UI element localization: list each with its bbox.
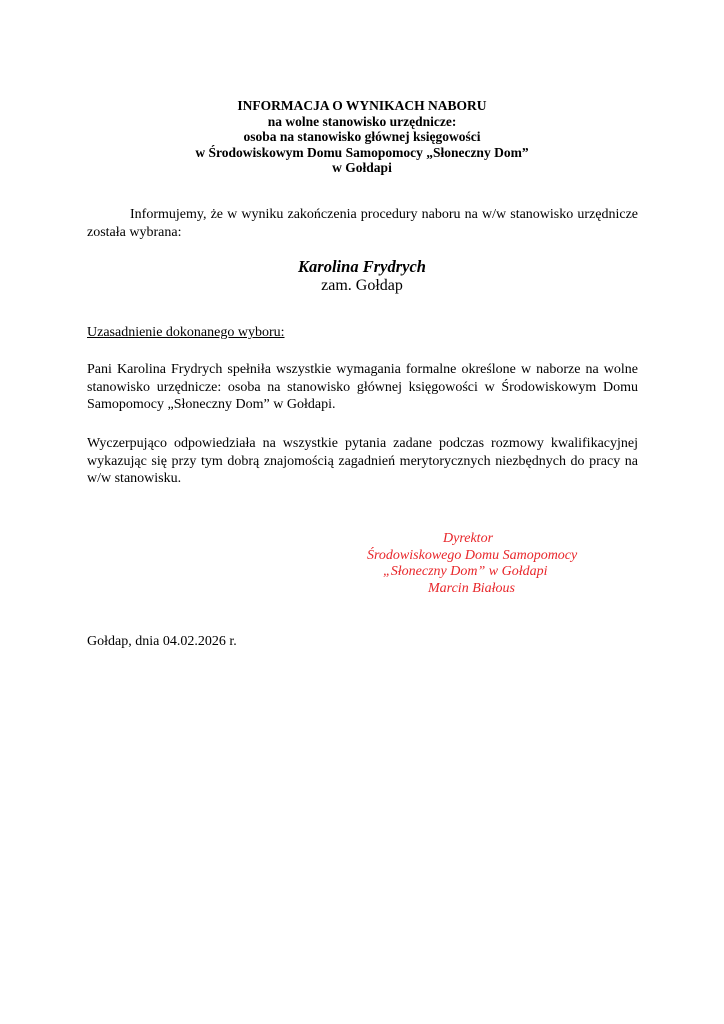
place-and-date: Gołdap, dnia 04.02.2026 r.: [87, 634, 237, 649]
signature-name: Marcin Białous: [428, 580, 515, 596]
justification-paragraph-2: Wyczerpująco odpowiedziała na wszystkie pytania zadane podczas rozmowy kwalifikacyjnej wykazując się przy tym dobrą znajomością zagadnień merytorycznych niezbędnych do pracy na w/w stanowisku.: [87, 436, 638, 486]
document-heading: [0, 98, 724, 176]
signature-title: Dyrektor: [443, 531, 494, 546]
heading-title: INFORMACJA O WYNIKACH NABORU: [237, 98, 487, 113]
justification-heading: Uzasadnienie dokonanego wyboru:: [87, 325, 285, 340]
heading-subtitle-town: w Gołdapi: [332, 160, 392, 175]
director-signature: [360, 531, 595, 597]
heading-subtitle-institution: w Środowiskowym Domu Samopomocy „Słoneczny Dom”: [195, 144, 529, 160]
candidate-residence: zam. Gołdap: [321, 277, 403, 294]
heading-subtitle-position: na wolne stanowisko urzędnicze:: [267, 113, 457, 129]
heading-subtitle-role: osoba na stanowisko głównej księgowości: [243, 129, 481, 144]
candidate-name: Karolina Frydrych: [298, 257, 426, 276]
selected-candidate: [0, 257, 724, 295]
intro-paragraph: Informujemy, że w wyniku zakończenia procedury naboru na w/w stanowisko urzędnicze została wybrana:: [87, 207, 638, 240]
signature-institution-line-1: Środowiskowego Domu Samopomocy: [367, 547, 578, 563]
signature-institution-line-2: „Słoneczny Dom” w Gołdapi: [383, 564, 548, 579]
justification-paragraph-1: Pani Karolina Frydrych spełniła wszystkie wymagania formalne określone w naborze na wolne stanowisko urzędnicze: osoba na stanowisko głównej księgowości w Środowiskowym Domu Samopomocy „Słoneczny Dom” w Gołdapi.: [87, 362, 638, 412]
